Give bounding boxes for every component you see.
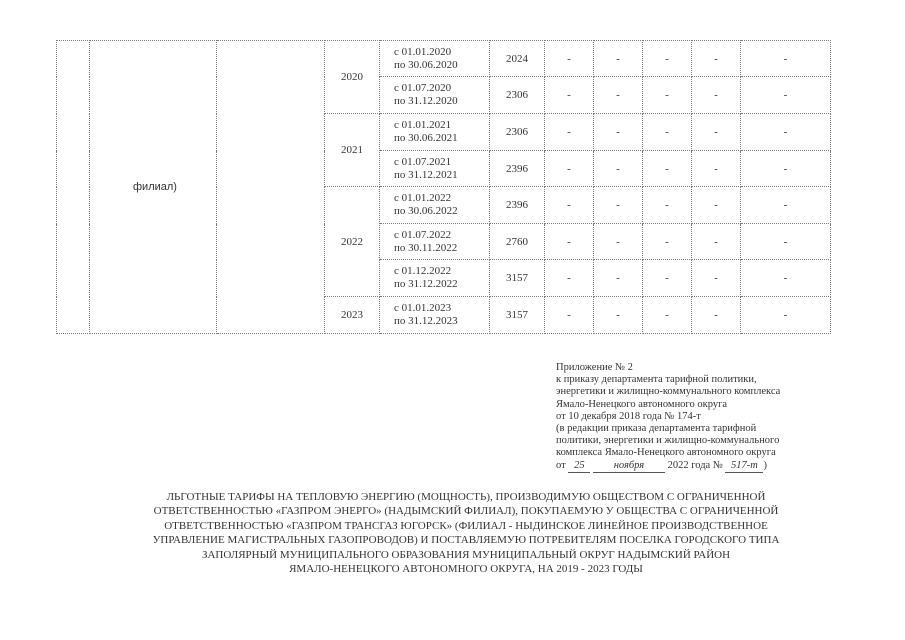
dash-cell: - (594, 77, 643, 114)
dash-cell: - (643, 260, 692, 297)
dash-cell: - (741, 187, 831, 224)
dash-cell: - (545, 260, 594, 297)
dash-cell: - (741, 151, 831, 187)
dash-cell: - (643, 77, 692, 114)
organization-text: филиал) (133, 181, 177, 193)
date-month: ноября (593, 460, 665, 473)
period-from: с 01.01.2021 (394, 119, 452, 131)
tariff-table (56, 40, 831, 334)
period-to: по 31.12.2023 (394, 315, 458, 327)
heading-line: ЯМАЛО-НЕНЕЦКОГО АВТОНОМНОГО ОКРУГА, НА 2019 - 2023 ГОДЫ (289, 563, 643, 576)
dash-cell: - (741, 260, 831, 297)
appendix-title: Приложение № 2 (556, 362, 633, 373)
row-number-cell (57, 41, 90, 334)
dash-cell: - (594, 151, 643, 187)
period-from: с 01.12.2022 (394, 265, 452, 277)
appendix-block (556, 362, 780, 473)
dash-cell: - (741, 41, 831, 77)
date-mid: 2022 года № (667, 459, 723, 471)
dash-cell: - (643, 114, 692, 151)
appendix-line: политики, энергетики и жилищно-коммунального (556, 435, 780, 447)
order-number: 517-т (725, 460, 763, 473)
period-cell (380, 224, 490, 260)
period-cell (380, 187, 490, 224)
date-suffix: ) (763, 459, 767, 471)
dash-cell: - (594, 297, 643, 334)
dash-cell: - (741, 114, 831, 151)
appendix-date-line (556, 460, 780, 473)
tariff-value: 3157 (490, 297, 545, 334)
appendix-line: к приказу департамента тарифной политики, (556, 374, 757, 386)
period-to: по 30.06.2021 (394, 132, 458, 144)
period-cell (380, 151, 490, 187)
dash-cell: - (594, 114, 643, 151)
dash-cell: - (643, 151, 692, 187)
table-body (57, 41, 831, 334)
dash-cell: - (545, 187, 594, 224)
tariff-value: 3157 (490, 260, 545, 297)
period-from: с 01.07.2022 (394, 228, 452, 241)
period-cell (380, 77, 490, 114)
heading-line: ОТВЕТСТВЕННОСТЬЮ «ГАЗПРОМ ТРАНСГАЗ ЮГОРСК» (ФИЛИАЛ - НЫДИНСКОЕ ЛИНЕЙНОЕ ПРОИЗВОДСТВЕННОЕ (164, 519, 768, 532)
period-to: по 30.11.2022 (394, 241, 458, 254)
appendix-line: от 10 декабря 2018 года № 174-т (556, 410, 701, 422)
period-to: по 31.12.2020 (394, 95, 458, 107)
dash-cell: - (545, 77, 594, 114)
dash-cell: - (545, 151, 594, 187)
dash-cell: - (594, 224, 643, 260)
dash-cell: - (741, 224, 831, 260)
dash-cell: - (545, 114, 594, 151)
dash-cell: - (692, 41, 741, 77)
table-row (57, 41, 831, 77)
dash-cell: - (692, 187, 741, 224)
year-cell: 2020 (325, 41, 380, 114)
appendix-line: (в редакции приказа департамента тарифной (556, 423, 757, 435)
period-cell (380, 114, 490, 151)
tariff-value: 2396 (490, 151, 545, 187)
appendix-line: Ямало-Ненецкого автономного округа (556, 398, 728, 410)
period-from: с 01.07.2020 (394, 82, 452, 94)
period-cell (380, 41, 490, 77)
dash-cell: - (545, 224, 594, 260)
dash-cell: - (692, 114, 741, 151)
date-prefix: от (556, 459, 566, 471)
dash-cell: - (692, 224, 741, 260)
dash-cell: - (594, 260, 643, 297)
year-cell: 2023 (325, 297, 380, 334)
dash-cell: - (692, 297, 741, 334)
dash-cell: - (594, 187, 643, 224)
period-cell (380, 260, 490, 297)
tariff-value: 2024 (490, 41, 545, 77)
year-cell: 2022 (325, 187, 380, 297)
dash-cell: - (741, 297, 831, 334)
heading-line: ЗАПОЛЯРНЫЙ МУНИЦИПАЛЬНОГО ОБРАЗОВАНИЯ МУНИЦИПАЛЬНЫЙ ОКРУГ НАДЫМСКИЙ РАЙОН (201, 548, 731, 561)
year-cell: 2021 (325, 114, 380, 187)
empty-cell (217, 41, 325, 334)
date-day: 25 (568, 460, 590, 473)
dash-cell: - (692, 260, 741, 297)
period-from: с 01.07.2021 (394, 155, 452, 168)
period-to: по 31.12.2022 (394, 278, 458, 290)
dash-cell: - (741, 77, 831, 114)
dash-cell: - (692, 77, 741, 114)
period-cell (380, 297, 490, 334)
dash-cell: - (643, 224, 692, 260)
dash-cell: - (643, 297, 692, 334)
appendix-line: энергетики и жилищно-коммунального комплекса (556, 386, 781, 398)
dash-cell: - (545, 297, 594, 334)
dash-cell: - (643, 41, 692, 77)
period-from: с 01.01.2022 (394, 192, 452, 204)
tariff-value: 2306 (490, 114, 545, 151)
period-from: с 01.01.2020 (394, 45, 452, 58)
tariff-value: 2760 (490, 224, 545, 260)
period-to: по 31.12.2021 (394, 168, 458, 181)
dash-cell: - (643, 187, 692, 224)
dash-cell: - (692, 151, 741, 187)
tariff-value: 2396 (490, 187, 545, 224)
tariff-value: 2306 (490, 77, 545, 114)
heading-line: УПРАВЛЕНИЕ МАГИСТРАЛЬНЫХ ГАЗОПРОВОДОВ) И ПОСТАВЛЯЕМУЮ ПОТРЕБИТЕЛЯМ ПОСЕЛКА ГОРОДСКОГО ТИПА (152, 534, 780, 547)
period-to: по 30.06.2022 (394, 205, 458, 217)
dash-cell: - (545, 41, 594, 77)
period-from: с 01.01.2023 (394, 302, 452, 314)
heading-line: ОТВЕТСТВЕННОСТЬЮ «ГАЗПРОМ ЭНЕРГО» (НАДЫМСКИЙ ФИЛИАЛ), ПОКУПАЕМУЮ У ОБЩЕСТВА С ОГРАНИЧЕННОЙ (153, 505, 779, 518)
heading-line: ЛЬГОТНЫЕ ТАРИФЫ НА ТЕПЛОВУЮ ЭНЕРГИЮ (МОЩНОСТЬ), ПРОИЗВОДИМУЮ ОБЩЕСТВОМ С ОГРАНИЧЕННОЙ (166, 491, 766, 503)
organization-cell (90, 41, 217, 334)
period-to: по 30.06.2020 (394, 58, 458, 71)
document-heading (86, 490, 846, 576)
appendix-line: комплекса Ямало-Ненецкого автономного округа (556, 447, 776, 459)
dash-cell: - (594, 41, 643, 77)
